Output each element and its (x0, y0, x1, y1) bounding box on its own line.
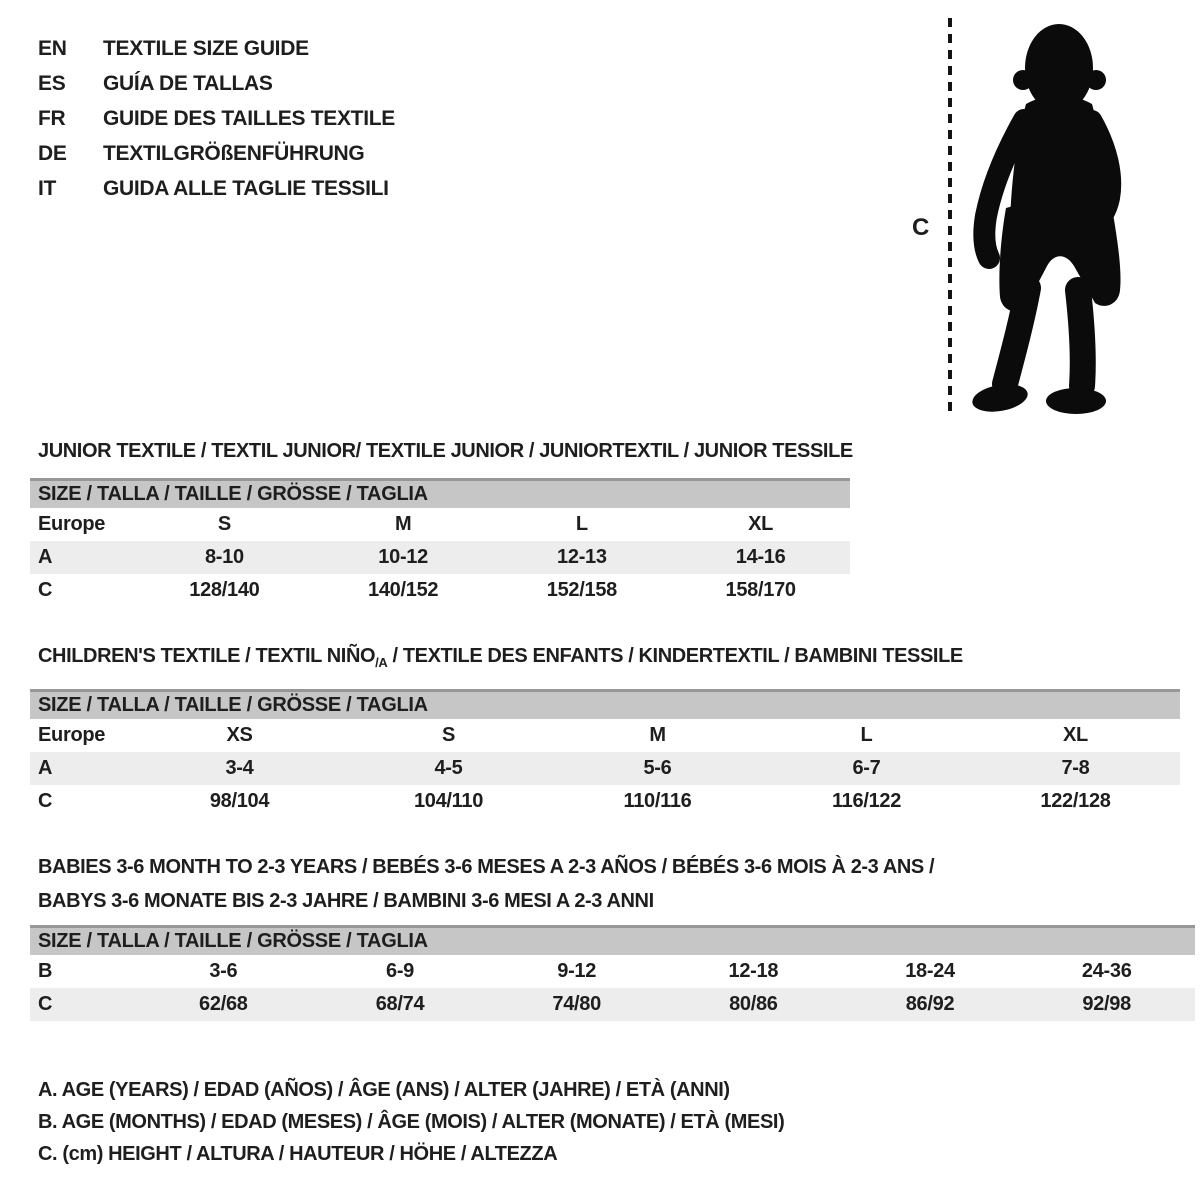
size-cell: 62/68 (199, 993, 248, 1015)
title-text: CHILDREN'S TEXTILE / TEXTIL NIÑO (38, 645, 376, 667)
size-cell: S (441, 724, 456, 746)
size-cell: L (575, 513, 588, 535)
title-text: BABIES 3-6 MONTH TO 2-3 YEARS / BEBÉS 3-6 MESES A 2-3 AÑOS / BÉBÉS 3-6 MOIS À 2-3 ANS / (38, 856, 935, 878)
row-label: Europe (38, 513, 106, 535)
size-cell: 104/110 (413, 790, 484, 812)
section-title-line (38, 884, 934, 918)
size-cell: 18-24 (905, 960, 955, 982)
table-row (30, 719, 1180, 752)
size-cell: 6-9 (386, 960, 415, 982)
size-cell: 14-16 (735, 546, 786, 568)
size-cell: 68/74 (375, 993, 425, 1015)
table-row (30, 541, 850, 574)
table-row (30, 988, 1195, 1021)
language-guide-title: GUIDE DES TAILLES TEXTILE (103, 107, 395, 130)
table-row (30, 955, 1195, 988)
language-code: ES (38, 72, 66, 95)
title-text: / TEXTILE DES ENFANTS / KINDERTEXTIL / BAMBINI TESSILE (387, 645, 963, 667)
junior-size-table (30, 478, 850, 607)
size-cell: 158/170 (725, 579, 796, 601)
measurement-legend (38, 1074, 784, 1170)
size-cell: M (394, 513, 412, 535)
section-title-childrens-textile (38, 639, 963, 675)
title-subscript: /A (375, 655, 388, 670)
language-code: IT (38, 177, 57, 200)
size-cell: 8-10 (204, 546, 244, 568)
language-guide-title: GUIDA ALLE TAGLIE TESSILI (103, 177, 389, 200)
size-cell: L (860, 724, 873, 746)
row-label: A (38, 757, 53, 779)
size-cell: 92/98 (1082, 993, 1131, 1015)
childrens-size-table (30, 689, 1180, 818)
table-row (30, 574, 850, 607)
section-title-babies-textile (38, 850, 934, 918)
size-cell: 10-12 (378, 546, 428, 568)
size-cell: 12-18 (728, 960, 779, 982)
size-cell: 12-13 (557, 546, 607, 568)
size-cell: XS (226, 724, 253, 746)
height-label-c: C (912, 214, 930, 241)
row-label: C (38, 790, 53, 812)
legend-line: C. (cm) HEIGHT / ALTURA / HAUTEUR / HÖHE / ALTEZZA (38, 1143, 558, 1165)
toddler-silhouette-icon (962, 20, 1138, 416)
size-cell: 110/116 (623, 790, 692, 812)
size-cell: 86/92 (905, 993, 955, 1015)
size-cell: S (217, 513, 231, 535)
size-cell: 122/128 (1040, 790, 1111, 812)
size-cell: 3-6 (209, 960, 238, 982)
table-row (30, 785, 1180, 818)
table-row (30, 752, 1180, 785)
size-table-header: SIZE / TALLA / TAILLE / GRÖSSE / TAGLIA (30, 925, 1195, 955)
size-table-header: SIZE / TALLA / TAILLE / GRÖSSE / TAGLIA (30, 478, 850, 508)
size-cell: 98/104 (209, 790, 270, 812)
height-measure-dotted-line (948, 18, 952, 416)
size-cell: 7-8 (1061, 757, 1090, 779)
language-code: FR (38, 107, 66, 130)
language-title-list (38, 31, 395, 206)
size-cell: 74/80 (552, 993, 601, 1015)
size-cell: XL (1063, 724, 1088, 746)
legend-line: A. AGE (YEARS) / EDAD (AÑOS) / ÂGE (ANS) / ALTER (JAHRE) / ETÀ (ANNI) (38, 1079, 730, 1101)
section-title-line (38, 639, 963, 675)
babies-size-table (30, 925, 1195, 1021)
section-title-line (38, 434, 853, 468)
size-cell: 128/140 (189, 579, 260, 601)
row-label: B (38, 960, 53, 982)
size-cell: 152/158 (546, 579, 617, 601)
size-cell: 116/122 (831, 790, 902, 812)
size-cell: XL (748, 513, 774, 535)
size-cell: 24-36 (1081, 960, 1132, 982)
title-text: JUNIOR TEXTILE / TEXTIL JUNIOR/ TEXTILE JUNIOR / JUNIORTEXTIL / JUNIOR TESSILE (38, 440, 853, 462)
row-label: Europe (38, 724, 106, 746)
table-row (30, 508, 850, 541)
size-table-header: SIZE / TALLA / TAILLE / GRÖSSE / TAGLIA (30, 689, 1180, 719)
language-row (38, 171, 395, 206)
language-guide-title: GUÍA DE TALLAS (103, 72, 273, 95)
size-cell: 5-6 (643, 757, 672, 779)
size-cell: M (649, 724, 666, 746)
language-code: DE (38, 142, 67, 165)
language-row (38, 101, 395, 136)
size-cell: 80/86 (729, 993, 778, 1015)
language-guide-title: TEXTILGRÖßENFÜHRUNG (103, 142, 365, 165)
language-row (38, 136, 395, 171)
size-cell: 9-12 (557, 960, 597, 982)
section-title-line (38, 850, 934, 884)
row-label: A (38, 546, 53, 568)
language-row (38, 31, 395, 66)
title-text: BABYS 3-6 MONATE BIS 2-3 JAHRE / BAMBINI 3-6 MESI A 2-3 ANNI (38, 890, 654, 912)
row-label: C (38, 579, 53, 601)
size-cell: 140/152 (368, 579, 439, 601)
language-guide-title: TEXTILE SIZE GUIDE (103, 37, 309, 60)
size-cell: 4-5 (434, 757, 463, 779)
language-code: EN (38, 37, 67, 60)
row-label: C (38, 993, 53, 1015)
language-row (38, 66, 395, 101)
legend-line: B. AGE (MONTHS) / EDAD (MESES) / ÂGE (MOIS) / ALTER (MONATE) / ETÀ (MESI) (38, 1111, 785, 1133)
size-cell: 6-7 (852, 757, 881, 779)
size-cell: 3-4 (225, 757, 254, 779)
section-title-junior-textile (38, 434, 853, 468)
